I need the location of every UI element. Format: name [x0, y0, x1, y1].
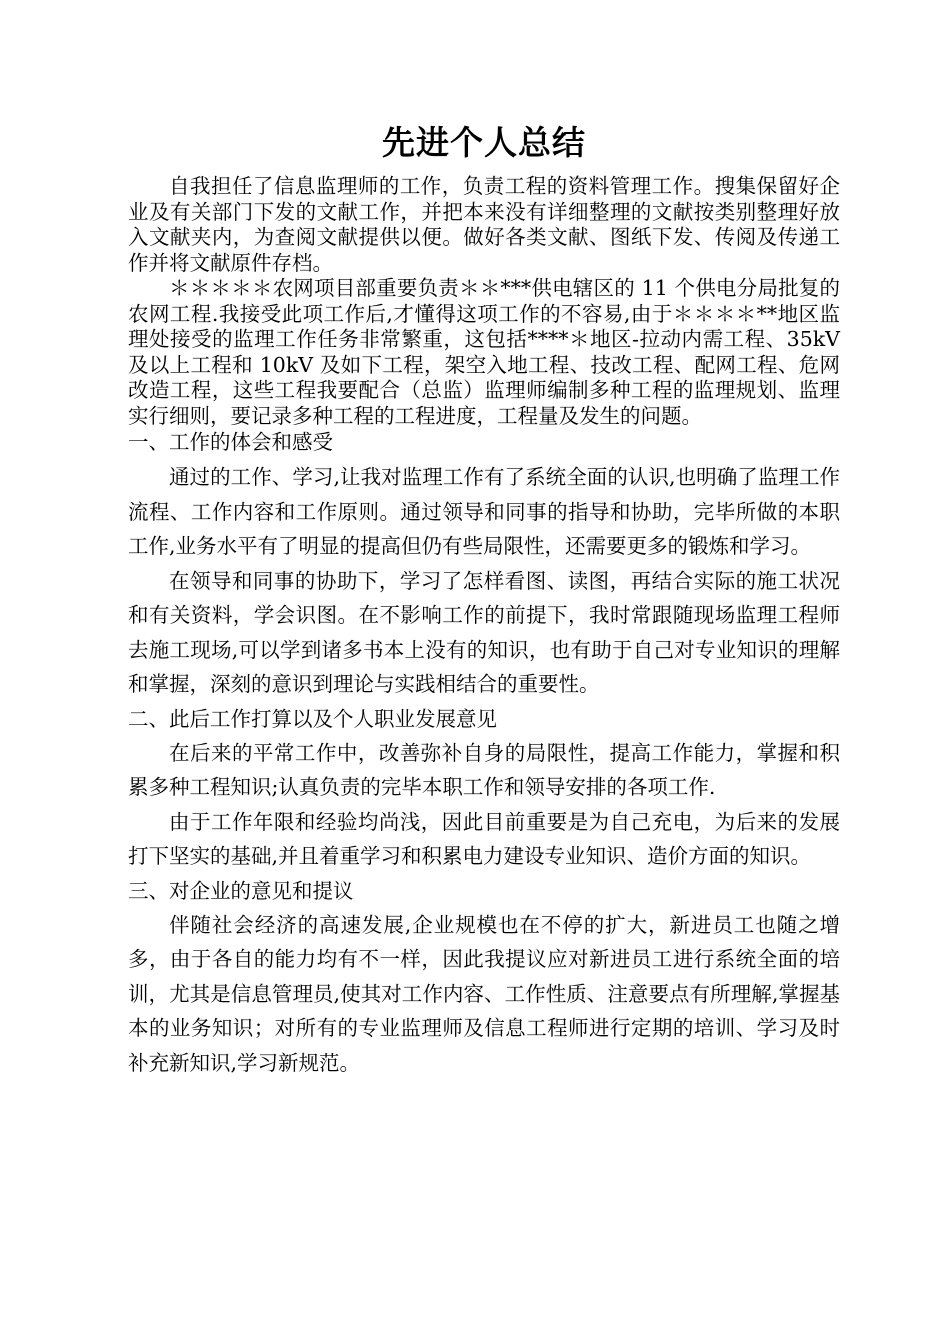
paragraph-2: ＊＊＊＊＊农网项目部重要负责＊＊***供电辖区的 11 个供电分局批复的农网工程.我接受此项工作后,才懂得这项工作的不容易,由于＊＊＊＊**地区监理处接受的监理工作任务非常繁重，这包括****＊地区-拉动内需工程、35kV 及以上工程和 10kV 及如下工程，架空入地工程、技改工程、配网工程、危网改造工程，这些工程我要配合（总监）监理师编制多种工程的监理规划、监理实行细则，要记录多种工程的工程进度，工程量及发生的问题。 — [128, 276, 840, 428]
paragraph-3: 通过的工作、学习,让我对监理工作有了系统全面的认识,也明确了监理工作流程、工作内容和工作原则。通过领导和同事的指导和协助，完毕所做的本职工作,业务水平有了明显的提高但仍有些局限性，还需要更多的锻炼和学习。 — [128, 465, 840, 558]
paragraph-6: 由于工作年限和经验均尚浅，因此目前重要是为自己充电，为后来的发展打下坚实的基础,并且着重学习和积累电力建设专业知识、造价方面的知识。 — [128, 809, 840, 868]
section-heading-2: 二、此后工作打算以及个人职业发展意见 — [128, 706, 497, 731]
section-heading-1: 一、工作的体会和感受 — [128, 430, 333, 454]
paragraph-1: 自我担任了信息监理师的工作，负责工程的资料管理工作。搜集保留好企业及有关部门下发的文献工作，并把本来没有详细整理的文献按类别整理好放入文献夹内，为查阅文献提供以便。做好各类文献、图纸下发、传阅及传递工作并将文献原件存档。 — [128, 174, 840, 275]
document-page — [128, 118, 840, 1080]
paragraph-5: 在后来的平常工作中，改善弥补自身的局限性，提高工作能力，掌握和积累多种工程知识;认真负责的完毕本职工作和领导安排的各项工作. — [128, 740, 840, 799]
document-title: 先进个人总结 — [382, 123, 586, 162]
section-heading-3: 三、对企业的意见和提议 — [128, 878, 354, 903]
paragraph-4: 在领导和同事的协助下，学习了怎样看图、读图，再结合实际的施工状况和有关资料，学会识图。在不影响工作的前提下，我时常跟随现场监理工程师去施工现场,可以学到诸多书本上没有的知识，也有助于自己对专业知识的理解和掌握，深刻的意识到理论与实践相结合的重要性。 — [128, 568, 840, 696]
paragraph-7: 伴随社会经济的高速发展,企业规模也在不停的扩大，新进员工也随之增多，由于各自的能力均有不一样，因此我提议应对新进员工进行系统全面的培训，尤其是信息管理员,使其对工作内容、工作性质、注意要点有所理解,掌握基本的业务知识；对所有的专业监理师及信息工程师进行定期的培训、学习及时补充新知识,学习新规范。 — [128, 912, 840, 1075]
